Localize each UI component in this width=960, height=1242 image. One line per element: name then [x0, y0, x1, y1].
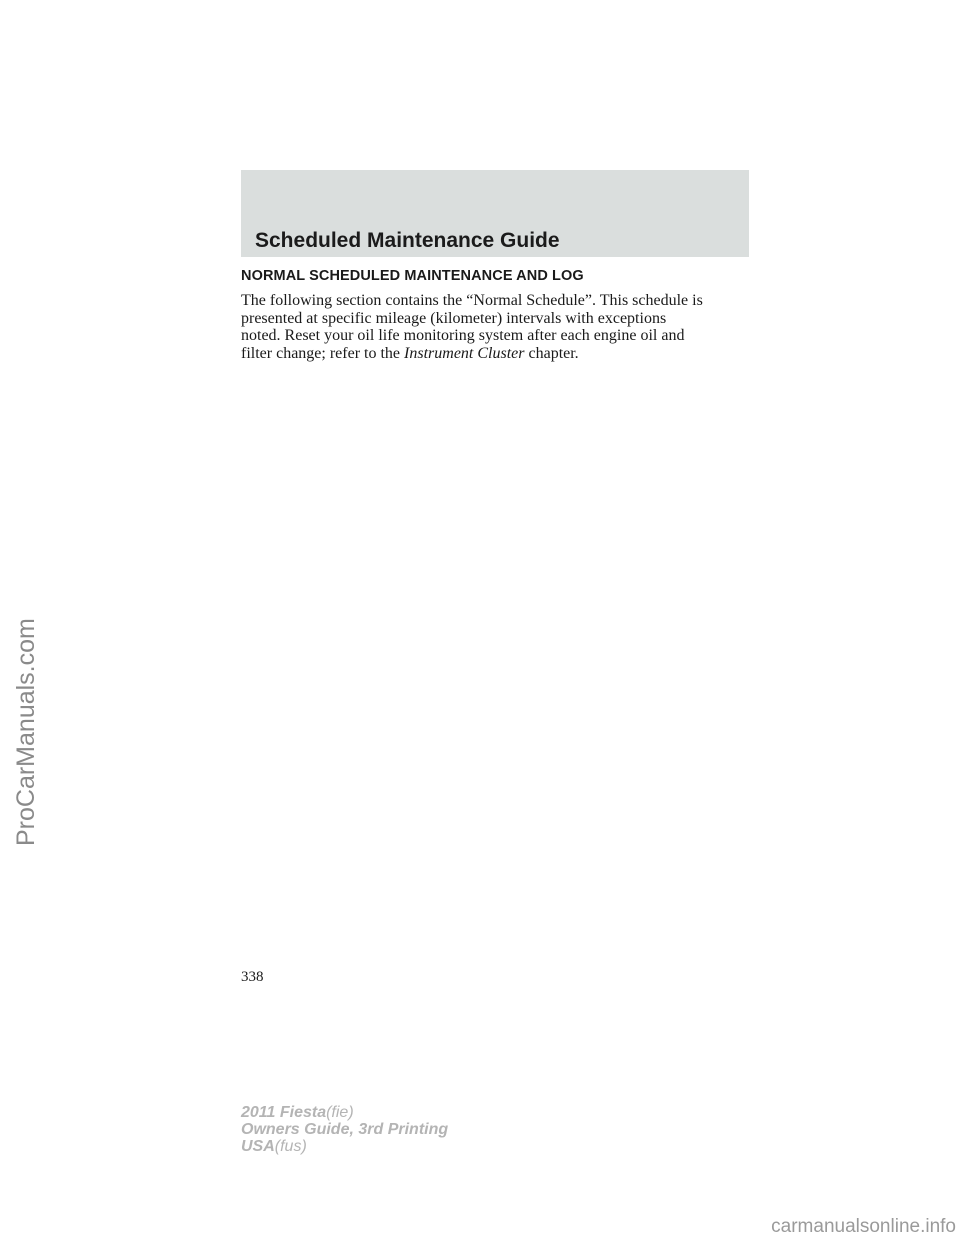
- chapter-title: Scheduled Maintenance Guide: [255, 229, 560, 252]
- section-heading: NORMAL SCHEDULED MAINTENANCE AND LOG: [241, 268, 584, 284]
- footer-guide: Owners Guide, 3rd Printing: [241, 1121, 449, 1138]
- footer-model-code: (fie): [326, 1104, 354, 1121]
- paragraph-text: chapter.: [524, 344, 579, 362]
- paragraph-line-last: [241, 345, 761, 363]
- document-footer: [241, 1104, 448, 1155]
- footer-model-row: [241, 1104, 448, 1121]
- paragraph-text: filter change; refer to the: [241, 344, 405, 362]
- paragraph-line: noted. Reset your oil life monitoring system after each engine oil and: [241, 327, 685, 345]
- paragraph-line: The following section contains the “Normal Schedule”. This schedule is: [241, 292, 703, 309]
- footer-market: USA: [241, 1138, 275, 1155]
- bottom-watermark: carmanualsonline.info: [771, 1216, 956, 1237]
- footer-market-code: (fus): [274, 1138, 307, 1155]
- chapter-reference: Instrument Cluster: [404, 344, 525, 362]
- paragraph-line: presented at specific mileage (kilometer) intervals with exceptions: [241, 309, 667, 327]
- side-watermark: ProCarManuals.com: [12, 618, 40, 846]
- chapter-header-band: [241, 170, 749, 257]
- footer-market-row: [241, 1138, 448, 1155]
- footer-model: 2011 Fiesta: [241, 1104, 327, 1121]
- page-number: 338: [241, 969, 264, 985]
- body-paragraph: [241, 292, 761, 362]
